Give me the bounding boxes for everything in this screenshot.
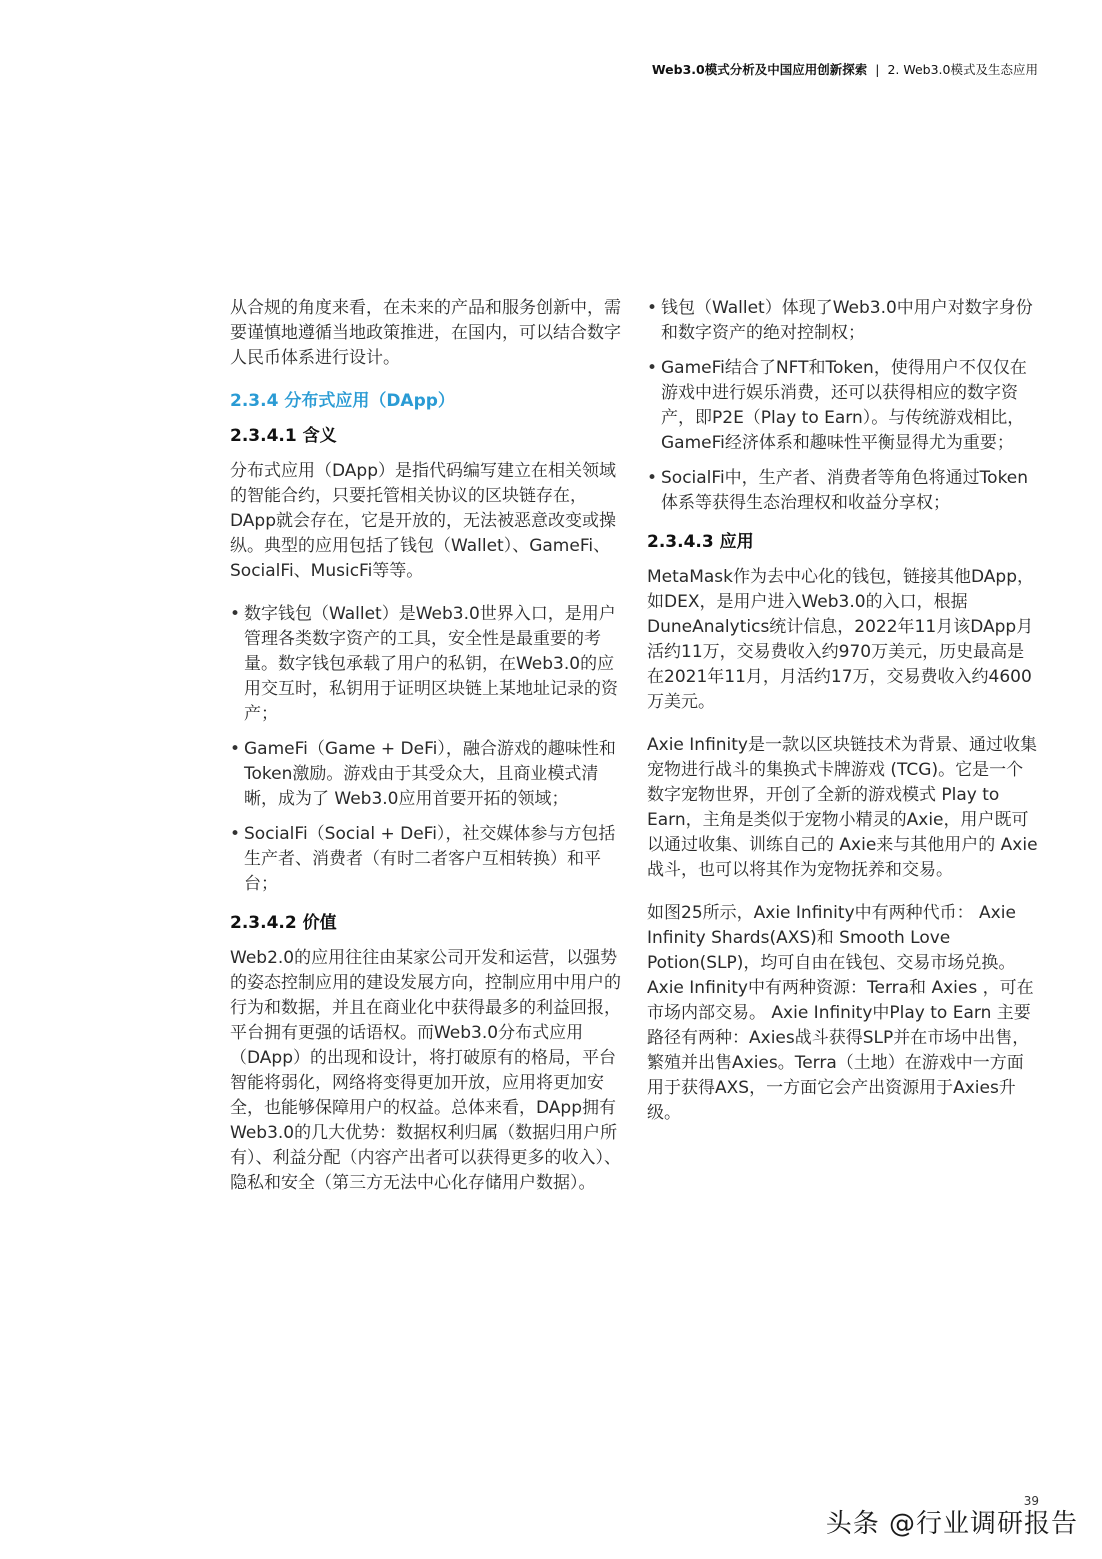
page-header	[652, 60, 1038, 78]
list-item: • 数字钱包（Wallet）是Web3.0世界入口，是用户管理各类数字资产的工具，安全性是最重要的考量。数字钱包承载了用户的私钥，在Web3.0的应用交互时，私钥用于证明区块链上某地址记录的资产；	[230, 602, 622, 727]
section-title-dapp: 2.3.4 分布式应用（DApp）	[230, 391, 455, 411]
list-item: • SocialFi（Social + DeFi），社交媒体参与方包括生产者、消费者（有时二者客户互相转换）和平台；	[230, 822, 622, 897]
list-item: • SocialFi中，生产者、消费者等角色将通过Token体系等获得生态治理权和收益分享权；	[647, 466, 1039, 516]
watermark: 头条 @行业调研报告	[825, 1509, 1078, 1539]
report-title: Web3.0模式分析及中国应用创新探索	[651, 62, 868, 77]
meaning-paragraph: 分布式应用（DApp）是指代码编写建立在相关领域的智能合约，只要托管相关协议的区块链存在，DApp就会存在，它是开放的，无法被恶意改变或操纵。典型的应用包括了钱包（Wallet）、GameFi、SocialFi、MusicFi等等。	[230, 461, 617, 581]
left-column	[230, 296, 622, 1214]
axie-paragraph: Axie Infinity是一款以区块链技术为背景、通过收集宠物进行战斗的集换式卡牌游戏 (TCG)。它是一个数字宠物世界，开创了全新的游戏模式 Play to Earn，主角是类似于宠物小精灵的Axie，用户既可以通过收集、训练自己的 Axie来与其他用户的 Axie战斗，也可以将其作为宠物抚养和交易。	[647, 735, 1038, 880]
right-column	[647, 296, 1039, 1144]
value-paragraph: Web2.0的应用往往由某家公司开发和运营，以强势的姿态控制应用的建设发展方向，控制应用中用户的行为和数据，并且在商业化中获得最多的利益回报，平台拥有更强的话语权。而Web3.0分布式应用（DApp）的出现和设计，将打破原有的格局，平台智能将弱化，网络将变得更加开放，应用将更加安全，也能够保障用户的权益。总体来看，DApp拥有 Web3.0的几大优势：数据权利归属（数据归用户所有）、利益分配（内容产出者可以获得更多的收入）、隐私和安全（第三方无法中心化存储用户数据）。	[230, 948, 621, 1193]
list-item: • 钱包（Wallet）体现了Web3.0中用户对数字身份和数字资产的绝对控制权；	[647, 296, 1039, 346]
value-list	[647, 296, 1039, 516]
metamask-paragraph: MetaMask作为去中心化的钱包，链接其他DApp，如DEX，是用户进入Web3.0的入口，根据DuneAnalytics统计信息，2022年11月该DApp月活约11万，交易费收入约970万美元，历史最高是在2021年11月，月活约17万，交易费收入约4600万美元。	[647, 567, 1034, 712]
list-item: • GameFi（Game + DeFi），融合游戏的趣味性和Token激励。游戏由于其受众大，且商业模式清晰，成为了 Web3.0应用首要开拓的领域；	[230, 737, 622, 812]
intro-paragraph: 从合规的角度来看，在未来的产品和服务创新中，需要谨慎地遵循当地政策推进，在国内，可以结合数字人民币体系进行设计。	[230, 298, 621, 368]
subsection-title-meaning: 2.3.4.1 含义	[230, 426, 337, 446]
dapp-types-list	[230, 602, 622, 897]
header-separator: |	[875, 62, 880, 77]
subsection-title-value: 2.3.4.2 价值	[230, 913, 337, 933]
subsection-title-application: 2.3.4.3 应用	[647, 532, 754, 552]
list-item: • GameFi结合了NFT和Token，使得用户不仅仅在游戏中进行娱乐消费，还可以获得相应的数字资产，即P2E（Play to Earn）。与传统游戏相比，GameFi经济体系和趣味性平衡显得尤为重要；	[647, 356, 1039, 456]
section-name: 2. Web3.0模式及生态应用	[887, 62, 1038, 77]
tokens-paragraph: 如图25所示，Axie Infinity中有两种代币： Axie Infinity Shards(AXS)和 Smooth Love Potion(SLP)，均可自由在钱包、交易市场兑换。Axie Infinity中有两种资源：Terra和 Axies ，可在市场内部交易。 Axie Infinity中Play to Earn 主要路径有两种：Axies战斗获得SLP并在市场中出售，繁殖并出售Axies。Terra（土地）在游戏中一方面用于获得AXS，一方面它会产出资源用于Axies升级。	[647, 903, 1034, 1123]
page-number: 39	[1023, 1494, 1039, 1508]
